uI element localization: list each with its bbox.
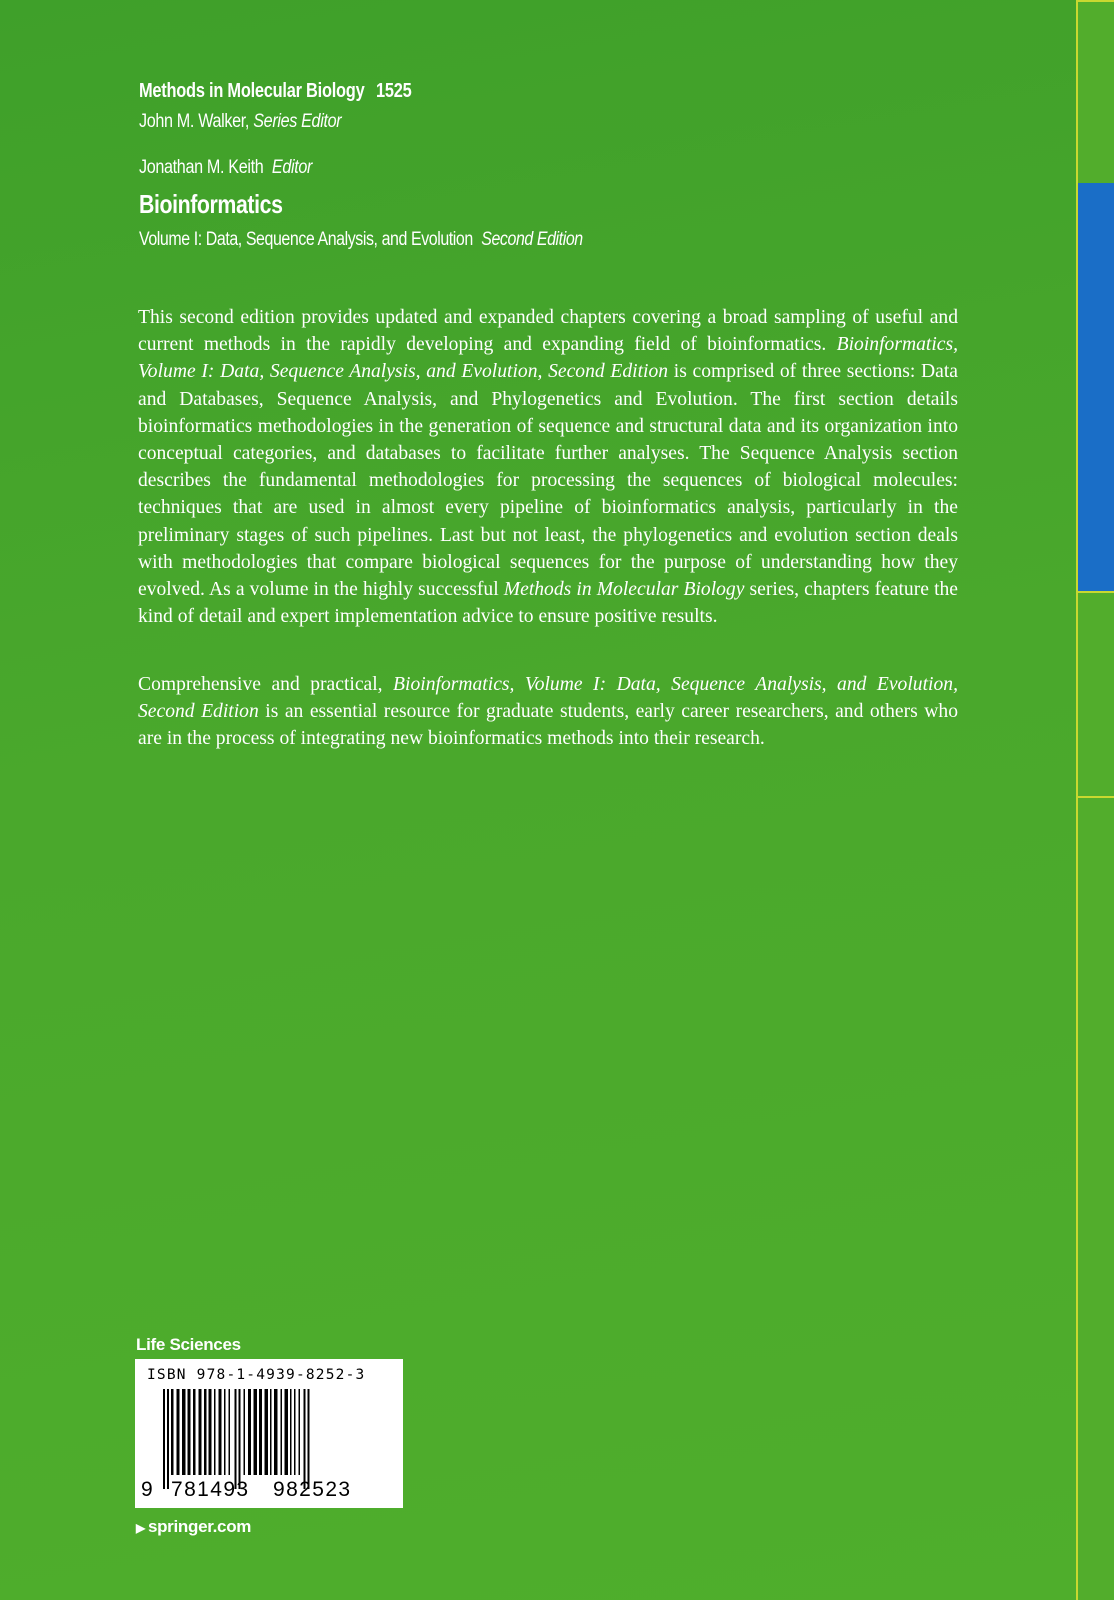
barcode-bar [290,1389,292,1475]
spine-rule [1078,0,1114,2]
editor-name: Jonathan M. Keith [139,157,264,178]
barcode-bar [214,1389,216,1475]
spine-blue-band [1078,183,1114,591]
subject-category: Life Sciences [136,1335,241,1354]
barcode-bar [188,1389,191,1475]
series-title [139,80,411,103]
barcode-bar [254,1389,258,1475]
series-number: 1525 [375,80,412,102]
barcode-bar [304,1389,306,1489]
desc-text: is an essential resource for graduate students, early career researchers, and others who are in the process of integrating new bioinformatics methods into their research. [138,701,959,750]
isbn-digit-first: 9 [141,1478,155,1501]
series-editor-name: John M. Walker, [139,111,250,132]
desc-text: This second edition provides updated and expanded chapters covering a broad sampling of useful and current methods in the rapidly developing and expanding field of bioinformatics. [138,307,958,356]
subtitle-main: Volume I: Data, Sequence Analysis, and Evolution [139,229,473,250]
barcode-bar [209,1389,212,1475]
subtitle-edition: Second Edition [481,229,583,250]
barcode-bar [182,1389,186,1475]
barcode-bar [248,1389,251,1475]
barcode-bar [259,1389,262,1475]
barcode-bar [224,1389,226,1475]
barcode-bar [199,1389,202,1475]
barcode-bar [171,1389,174,1475]
barcode-bar [167,1389,169,1489]
isbn-digits-right: 982523 [273,1478,352,1501]
desc-book-title: Bioinformatics, Volume I: Data, Sequence Analysis, and Evolution, Second Edition [138,334,958,383]
series-name: Methods in Molecular Biology [139,80,365,102]
barcode-bar [299,1389,301,1475]
barcode-bar [235,1389,237,1489]
series-editor [139,111,341,133]
barcode-bar [229,1389,231,1475]
barcode-bar [274,1389,278,1475]
barcode-bar [285,1389,289,1475]
isbn-barcode [135,1359,403,1508]
editor-role: Editor [271,157,313,178]
barcode-bar [219,1389,222,1475]
barcode-bar [265,1389,269,1475]
barcode-bar [244,1389,246,1475]
book-subtitle [139,229,583,251]
volume-editor [139,157,312,179]
arrow-right-icon: ▶ [136,1521,145,1535]
book-title: Bioinformatics [139,189,283,219]
barcode-bar [177,1389,180,1475]
barcode-bar [294,1389,296,1475]
barcode-bar [239,1389,241,1489]
barcode-bar [308,1389,310,1489]
barcode-bar [204,1389,207,1475]
description-paragraph-1 [138,304,958,630]
desc-series-name: Methods in Molecular Biology [503,579,745,601]
desc-text: series, chapters feature the kind of detail and expert implementation advice to ensure positive results. [138,579,959,628]
barcode-bar [270,1389,272,1475]
publisher-link[interactable] [136,1517,251,1537]
description-paragraph-2 [138,671,958,753]
desc-book-title: Bioinformatics, Volume I: Data, Sequence Analysis, and Evolution, Second Edition [138,674,958,723]
desc-text: is comprised of three sections: Data and Databases, Sequence Analysis, and Phylogenetics and Evolution. The first section details bioinformatics methodologies in the generation of sequence and structural data and its organization into conceptual categories, and databases to facilitate further analyses. The Sequence Analysis section describes the fundamental methodologies for processing the sequences of biological molecules: techniques that are used in almost every pipeline of bioinformatics analysis, particularly in the preliminary stages of such pipelines. Last but not least, the phylogenetics and evolution section deals with methodologies that compare biological sequences for the purpose of understanding how they evolved. As a volume in the highly successful [138,361,958,601]
publisher-link-text: springer.com [147,1517,252,1536]
isbn-label: ISBN 978-1-4939-8252-3 [147,1367,366,1383]
barcode-bar [281,1389,283,1475]
spine-rule [1078,796,1114,798]
barcode-bar [193,1389,196,1475]
isbn-digits-left: 781493 [171,1478,250,1501]
spine-rule [1078,591,1114,593]
series-editor-role: Series Editor [253,111,342,132]
desc-text: Comprehensive and practical, [138,674,394,695]
barcode-bar [163,1389,165,1489]
